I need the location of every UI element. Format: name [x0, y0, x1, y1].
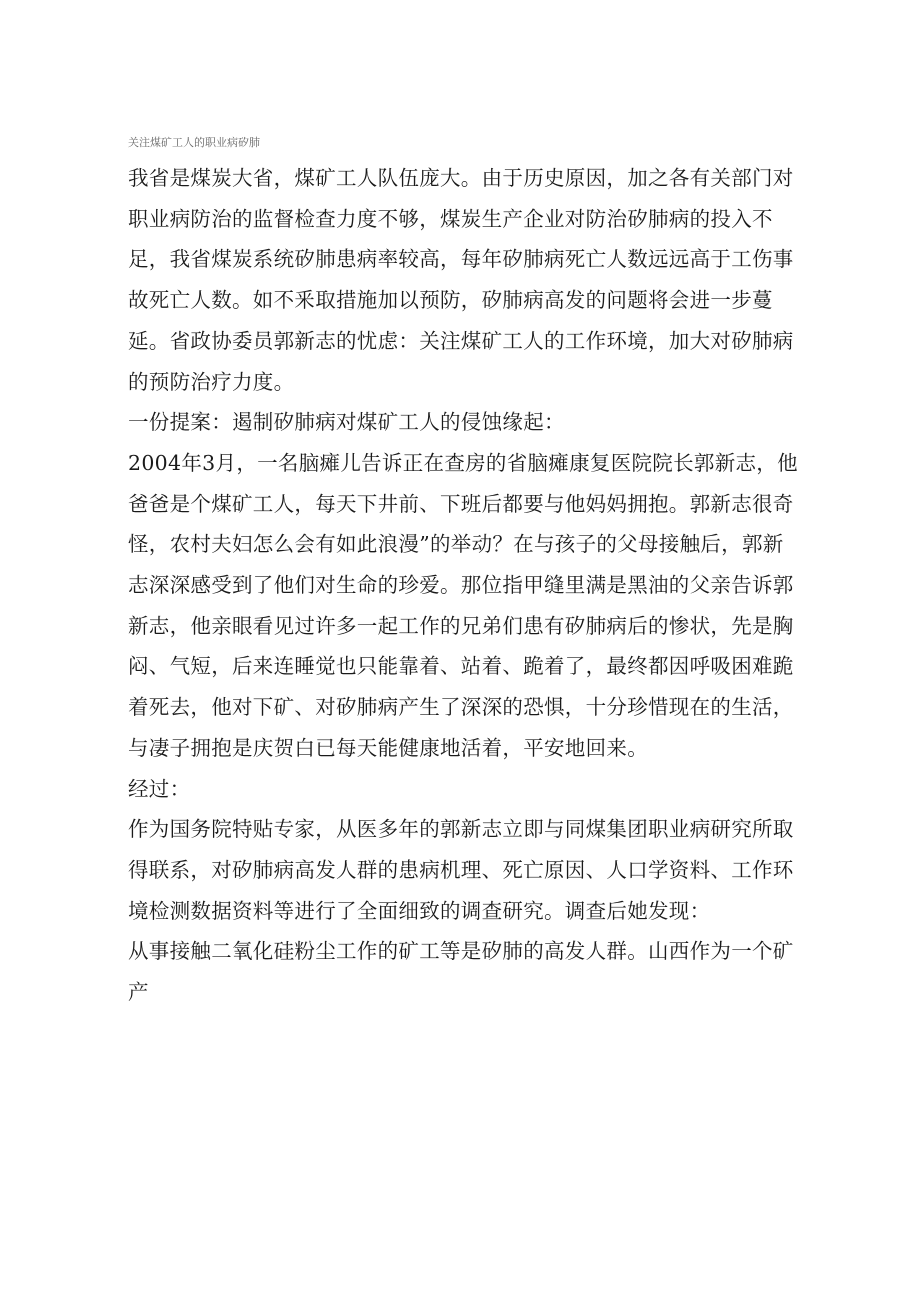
document-body	[128, 158, 800, 1013]
paragraph-intro: 我省是煤炭大省，煤矿工人队伍庞大。由于历史原因，加之各有关部门对职业病防治的监督检查力度不够，煤炭生产企业对防治矽肺病的投入不足，我省煤炭系统矽肺患病率较高，每年矽肺病死亡人数远远高于工伤事故死亡人数。如不釆取措施加以预防，矽肺病高发的问题将会进一步蔓延。省政协委员郭新志的忧虑：关注煤矿工人的工作环境，加大对矽肺病的预防治疗力度。	[128, 166, 794, 394]
paragraph-proposal-heading: 一份提案：遏制矽肺病对煤矿工人的侵蚀缘起：	[128, 410, 565, 435]
paragraph-findings: 从事接触二氧化硅粉尘工作的矿工等是矽肺的高发人群。山西作为一个矿产	[128, 939, 794, 1005]
paragraph-investigation: 作为国务院特贴专家，从医多年的郭新志立即与同煤集团职业病研究所取得联系，对矽肺病高发人群的患病机理、死亡原因、人口学资料、工作环境检测数据资料等进行了全面细致的调查研究。调查后她发现：	[128, 817, 794, 923]
document-title: 关注煤矿工人的职业病矽肺	[128, 136, 260, 149]
paragraph-origin-story: 2004年3月，一名脑瘫儿告诉正在查房的省脑瘫康复医院院长郭新志，他爸爸是个煤矿工人，每天下井前、下班后都要与他妈妈拥抱。郭新志很奇怪，农村夫妇怎么会有如此浪漫”的举动？在与孩子的父母接触后，郭新志深深感受到了他们对生命的珍爱。那位指甲缝里满是黑油的父亲告诉郭新志，他亲眼看见过许多一起工作的兄弟们患有矽肺病后的惨状，先是胸闷、气短，后来连睡觉也只能靠着、站着、跪着了，最终都因呼吸困难跪着死去，他对下矿、对矽肺病产生了深深的恐惧，十分珍惜现在的生活，与凄子拥抱是庆贺白已每天能健康地活着，平安地回来。	[128, 450, 798, 760]
paragraph-process-heading: 经过：	[128, 776, 191, 801]
